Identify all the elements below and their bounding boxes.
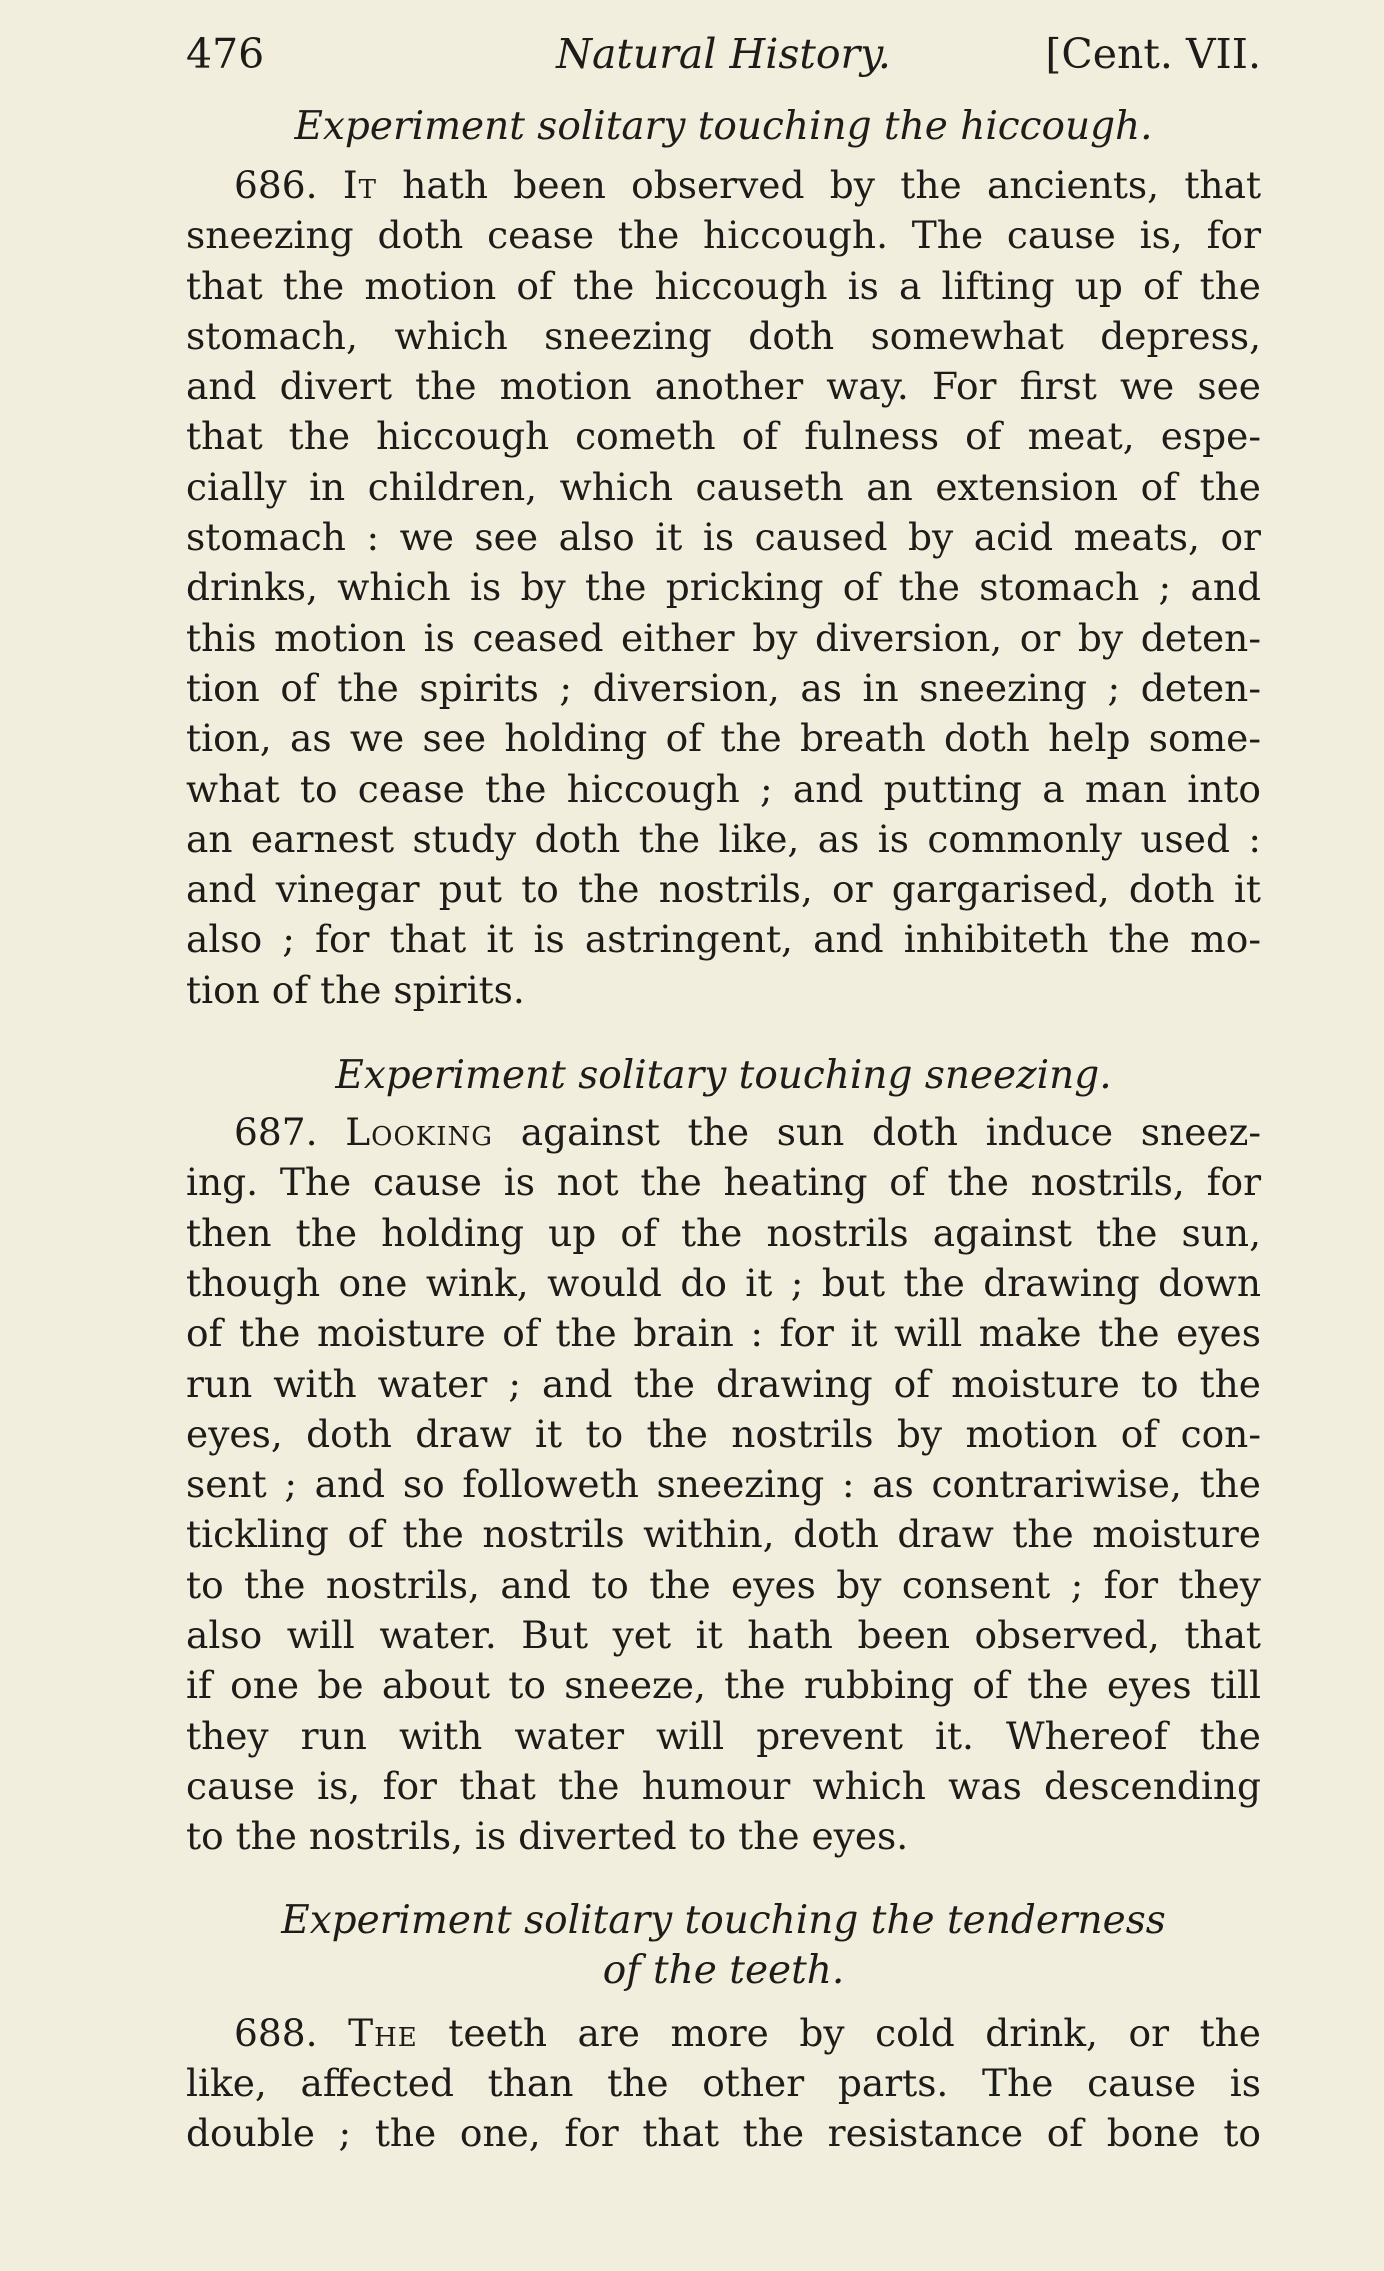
text-line: what to cease the hiccough ; and putting a man into (186, 766, 1261, 811)
text-line: that the motion of the hiccough is a lifting up of the (186, 263, 1261, 308)
text-line: they run with water will prevent it. Whereof the (186, 1713, 1261, 1758)
text-line (186, 2008, 1261, 2058)
text-line: sneezing doth cease the hiccough. The cause is, for (186, 213, 1261, 258)
text-line: also ; for that it is astringent, and inhibiteth the mo- (186, 917, 1261, 962)
paragraph-688 (186, 2008, 1261, 2159)
text-line: if one be about to sneeze, the rubbing of the eyes till (186, 1663, 1261, 1708)
text-line: though one wink, would do it ; but the drawing down (186, 1260, 1261, 1305)
lead-word: It (342, 163, 377, 207)
line-text: hath been observed by the ancients, that (402, 163, 1262, 207)
text-line: eyes, doth draw it to the nostrils by motion of con- (186, 1411, 1261, 1456)
paragraph-number: 688. (234, 2010, 318, 2055)
text-line: stomach, which sneezing doth somewhat depress, (186, 313, 1261, 358)
section-heading-686: Experiment solitary touching the hiccough. (294, 104, 1153, 149)
text-line: this motion is ceased either by diversion, or by deten- (186, 615, 1261, 660)
text-line (186, 160, 1261, 210)
heading-line: Experiment solitary touching the tenderness (281, 1897, 1166, 1943)
paragraph-687 (186, 1107, 1261, 1861)
text-line: double ; the one, for that the resistance of bone to (186, 2111, 1261, 2156)
text-line: of the moisture of the brain : for it will make the eyes (186, 1311, 1261, 1356)
text-line: cially in children, which causeth an extension of the (186, 464, 1261, 509)
text-line: stomach : we see also it is caused by acid meats, or (186, 515, 1261, 560)
text-line: tion of the spirits ; diversion, as in sneezing ; deten- (186, 665, 1261, 710)
book-page (186, 26, 1261, 2158)
section-heading-688 (186, 1896, 1261, 1996)
lead-word: The (348, 2010, 418, 2055)
text-line: tion, as we see holding of the breath doth help some- (186, 716, 1261, 761)
line-text: teeth are more by cold drink, or the (448, 2010, 1261, 2055)
text-line: cause is, for that the humour which was descending (186, 1763, 1261, 1808)
page-number: 476 (186, 30, 265, 78)
text-line: drinks, which is by the pricking of the stomach ; and (186, 565, 1261, 610)
paragraph-number: 687. (234, 1110, 318, 1155)
text-line: run with water ; and the drawing of moisture to the (186, 1361, 1261, 1406)
text-line: like, affected than the other parts. The cause is (186, 2060, 1261, 2105)
lead-word: Looking (345, 1110, 493, 1155)
text-line: to the nostrils, is diverted to the eyes. (186, 1814, 909, 1859)
text-line: then the holding up of the nostrils against the sun, (186, 1210, 1261, 1255)
text-line: tion of the spirits. (186, 967, 525, 1012)
text-line: an earnest study doth the like, as is commonly used : (186, 816, 1261, 861)
text-line: and divert the motion another way. For first we see (186, 364, 1261, 409)
running-title: Natural History. (556, 30, 891, 78)
century-reference: [Cent. VII. (1045, 30, 1261, 78)
text-line: that the hiccough cometh of fulness of meat, espe- (186, 414, 1261, 459)
text-line: sent ; and so followeth sneezing : as contrariwise, the (186, 1462, 1261, 1507)
text-line: also will water. But yet it hath been observed, that (186, 1613, 1261, 1658)
text-line: to the nostrils, and to the eyes by consent ; for they (186, 1562, 1261, 1607)
section-heading-687: Experiment solitary touching sneezing. (335, 1053, 1112, 1099)
text-line: and vinegar put to the nostrils, or gargarised, doth it (186, 867, 1261, 912)
text-line: ing. The cause is not the heating of the nostrils, for (186, 1160, 1261, 1205)
paragraph-number: 686. (234, 163, 318, 207)
paragraph-686 (186, 160, 1261, 1015)
text-line (186, 1107, 1261, 1157)
heading-line: of the teeth. (602, 1947, 845, 1993)
running-head (186, 26, 1261, 82)
line-text: against the sun doth induce sneez- (520, 1110, 1262, 1155)
text-line: tickling of the nostrils within, doth draw the moisture (186, 1512, 1261, 1557)
